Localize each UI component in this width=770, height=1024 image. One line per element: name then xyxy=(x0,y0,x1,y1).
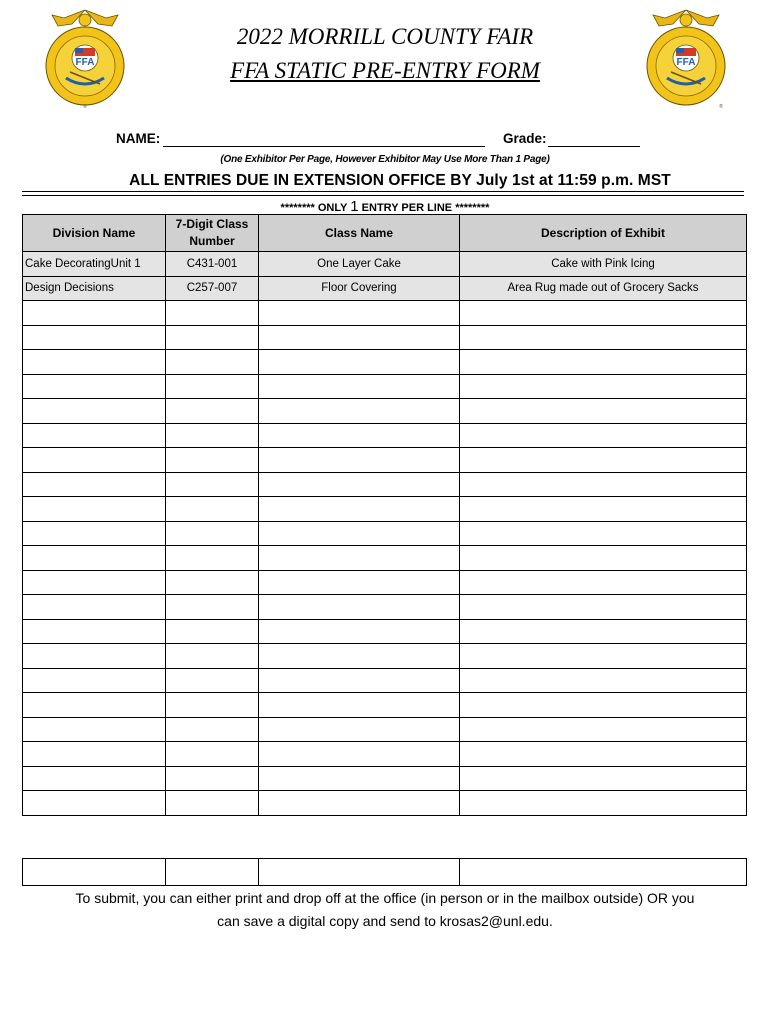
cell-class-number[interactable] xyxy=(166,791,259,816)
table-row xyxy=(23,717,747,742)
instructions-line2: can save a digital copy and send to krosas2@unl.edu. xyxy=(217,913,553,929)
cell-class-name[interactable] xyxy=(259,399,460,424)
extra-cell-class-name[interactable] xyxy=(259,859,460,886)
cell-class-number[interactable] xyxy=(166,717,259,742)
extra-row xyxy=(23,859,747,886)
header-class-number-line2: Number xyxy=(189,234,235,248)
table-row xyxy=(23,644,747,669)
table-row xyxy=(23,668,747,693)
only-number: 1 xyxy=(350,198,359,215)
cell-description[interactable] xyxy=(460,717,747,742)
table-row xyxy=(23,766,747,791)
table-row xyxy=(23,350,747,375)
table-row xyxy=(23,742,747,767)
header-class-name: Class Name xyxy=(259,215,460,252)
cell-class-name[interactable] xyxy=(259,742,460,767)
cell-description[interactable] xyxy=(460,448,747,473)
cell-division[interactable] xyxy=(23,693,166,718)
cell-description[interactable] xyxy=(460,644,747,669)
cell-class-number[interactable] xyxy=(166,570,259,595)
table-row xyxy=(23,301,747,326)
cell-class-name[interactable]: One Layer Cake xyxy=(259,252,460,277)
cell-class-number[interactable] xyxy=(166,595,259,620)
only-prefix: ******** ONLY xyxy=(280,202,348,214)
cell-description[interactable] xyxy=(460,791,747,816)
cell-description[interactable] xyxy=(460,619,747,644)
cell-class-name[interactable] xyxy=(259,374,460,399)
cell-class-number[interactable]: C431-001 xyxy=(166,252,259,277)
cell-class-number[interactable] xyxy=(166,350,259,375)
cell-description[interactable] xyxy=(460,423,747,448)
cell-description[interactable] xyxy=(460,668,747,693)
cell-class-name[interactable] xyxy=(259,325,460,350)
cell-division[interactable] xyxy=(23,350,166,375)
cell-division[interactable] xyxy=(23,766,166,791)
name-grade-row xyxy=(0,131,770,149)
cell-class-name[interactable] xyxy=(259,791,460,816)
cell-division[interactable] xyxy=(23,472,166,497)
grade-label: Grade: xyxy=(503,131,547,146)
cell-division[interactable] xyxy=(23,619,166,644)
cell-class-number[interactable] xyxy=(166,546,259,571)
cell-division[interactable] xyxy=(23,301,166,326)
form-title-line2: FFA STATIC PRE-ENTRY FORM xyxy=(230,58,540,83)
header-description: Description of Exhibit xyxy=(460,215,747,252)
header-class-number-line1: 7-Digit Class xyxy=(175,217,249,231)
exhibitor-note: (One Exhibitor Per Page, However Exhibitor May Use More Than 1 Page) xyxy=(220,154,550,165)
table-row xyxy=(23,546,747,571)
cell-description[interactable] xyxy=(460,595,747,620)
cell-class-name[interactable] xyxy=(259,546,460,571)
table-row xyxy=(23,276,747,301)
grade-field[interactable] xyxy=(548,146,640,147)
cell-class-name[interactable] xyxy=(259,350,460,375)
cell-class-name[interactable] xyxy=(259,448,460,473)
cell-description[interactable] xyxy=(460,325,747,350)
cell-division[interactable] xyxy=(23,521,166,546)
cell-class-name[interactable] xyxy=(259,301,460,326)
table-row xyxy=(23,693,747,718)
cell-division[interactable] xyxy=(23,448,166,473)
name-field[interactable] xyxy=(163,146,485,147)
cell-division[interactable] xyxy=(23,325,166,350)
cell-description[interactable] xyxy=(460,766,747,791)
cell-class-number[interactable] xyxy=(166,399,259,424)
table-row xyxy=(23,325,747,350)
due-notice: ALL ENTRIES DUE IN EXTENSION OFFICE BY July 1st at 11:59 p.m. MST xyxy=(129,172,671,189)
cell-description[interactable] xyxy=(460,693,747,718)
table-row xyxy=(23,472,747,497)
cell-class-number[interactable] xyxy=(166,644,259,669)
svg-text:FFA: FFA xyxy=(676,57,696,68)
table-row xyxy=(23,791,747,816)
entries-table xyxy=(22,214,747,816)
cell-class-name[interactable] xyxy=(259,497,460,522)
cell-class-name[interactable] xyxy=(259,644,460,669)
divider-top xyxy=(22,191,744,192)
cell-class-name[interactable] xyxy=(259,717,460,742)
cell-class-name[interactable] xyxy=(259,619,460,644)
cell-class-number[interactable] xyxy=(166,374,259,399)
cell-class-name[interactable] xyxy=(259,570,460,595)
only-suffix: ENTRY PER LINE ******** xyxy=(361,202,490,214)
cell-class-number[interactable] xyxy=(166,472,259,497)
svg-text:®: ® xyxy=(83,104,87,110)
cell-division[interactable] xyxy=(23,423,166,448)
cell-class-number[interactable] xyxy=(166,668,259,693)
extra-cell-class-number[interactable] xyxy=(166,859,259,886)
table-row xyxy=(23,252,747,277)
cell-description[interactable] xyxy=(460,570,747,595)
cell-class-number[interactable] xyxy=(166,619,259,644)
cell-division[interactable] xyxy=(23,497,166,522)
cell-class-number[interactable] xyxy=(166,301,259,326)
table-row xyxy=(23,497,747,522)
cell-description[interactable] xyxy=(460,472,747,497)
table-row xyxy=(23,570,747,595)
cell-division[interactable] xyxy=(23,595,166,620)
cell-description[interactable] xyxy=(460,497,747,522)
cell-class-number[interactable] xyxy=(166,742,259,767)
cell-class-name[interactable] xyxy=(259,766,460,791)
name-label: NAME: xyxy=(116,131,161,146)
header-division: Division Name xyxy=(23,215,166,252)
cell-class-number[interactable] xyxy=(166,766,259,791)
cell-division[interactable] xyxy=(23,374,166,399)
cell-description[interactable] xyxy=(460,374,747,399)
form-title-line1: 2022 MORRILL COUNTY FAIR xyxy=(236,24,534,49)
table-row xyxy=(23,595,747,620)
cell-division[interactable]: Design Decisions xyxy=(23,276,166,301)
cell-class-name[interactable] xyxy=(259,693,460,718)
table-header-row xyxy=(23,215,747,252)
cell-division[interactable] xyxy=(23,717,166,742)
cell-class-number[interactable] xyxy=(166,497,259,522)
svg-text:FFA: FFA xyxy=(75,57,95,68)
svg-text:®: ® xyxy=(719,104,723,110)
cell-class-number[interactable]: C257-007 xyxy=(166,276,259,301)
extra-entry-table xyxy=(22,858,747,886)
cell-division[interactable] xyxy=(23,791,166,816)
cell-division[interactable] xyxy=(23,546,166,571)
cell-description[interactable] xyxy=(460,546,747,571)
extra-cell-description[interactable] xyxy=(460,859,747,886)
cell-class-name[interactable]: Floor Covering xyxy=(259,276,460,301)
one-entry-notice xyxy=(0,198,770,215)
table-row xyxy=(23,374,747,399)
cell-class-name[interactable] xyxy=(259,472,460,497)
table-row xyxy=(23,521,747,546)
cell-description[interactable]: Area Rug made out of Grocery Sacks xyxy=(460,276,747,301)
cell-description[interactable] xyxy=(460,742,747,767)
cell-description[interactable] xyxy=(460,350,747,375)
table-row xyxy=(23,399,747,424)
cell-division[interactable] xyxy=(23,668,166,693)
header-class-number xyxy=(166,215,259,252)
cell-description[interactable] xyxy=(460,399,747,424)
cell-class-name[interactable] xyxy=(259,595,460,620)
divider-bottom xyxy=(22,195,744,196)
instructions-line1: To submit, you can either print and drop off at the office (in person or in the mailbox outside) OR you xyxy=(75,890,695,906)
cell-class-name[interactable] xyxy=(259,668,460,693)
cell-description[interactable] xyxy=(460,301,747,326)
cell-class-number[interactable] xyxy=(166,423,259,448)
cell-division[interactable]: Cake DecoratingUnit 1 xyxy=(23,252,166,277)
table-row xyxy=(23,619,747,644)
extra-cell-division[interactable] xyxy=(23,859,166,886)
cell-class-number[interactable] xyxy=(166,448,259,473)
cell-division[interactable] xyxy=(23,644,166,669)
cell-class-number[interactable] xyxy=(166,521,259,546)
cell-class-name[interactable] xyxy=(259,423,460,448)
cell-class-number[interactable] xyxy=(166,325,259,350)
submission-instructions xyxy=(20,887,750,933)
cell-description[interactable]: Cake with Pink Icing xyxy=(460,252,747,277)
cell-division[interactable] xyxy=(23,742,166,767)
cell-class-name[interactable] xyxy=(259,521,460,546)
table-row xyxy=(23,423,747,448)
cell-division[interactable] xyxy=(23,570,166,595)
cell-class-number[interactable] xyxy=(166,693,259,718)
cell-division[interactable] xyxy=(23,399,166,424)
cell-description[interactable] xyxy=(460,521,747,546)
table-row xyxy=(23,448,747,473)
